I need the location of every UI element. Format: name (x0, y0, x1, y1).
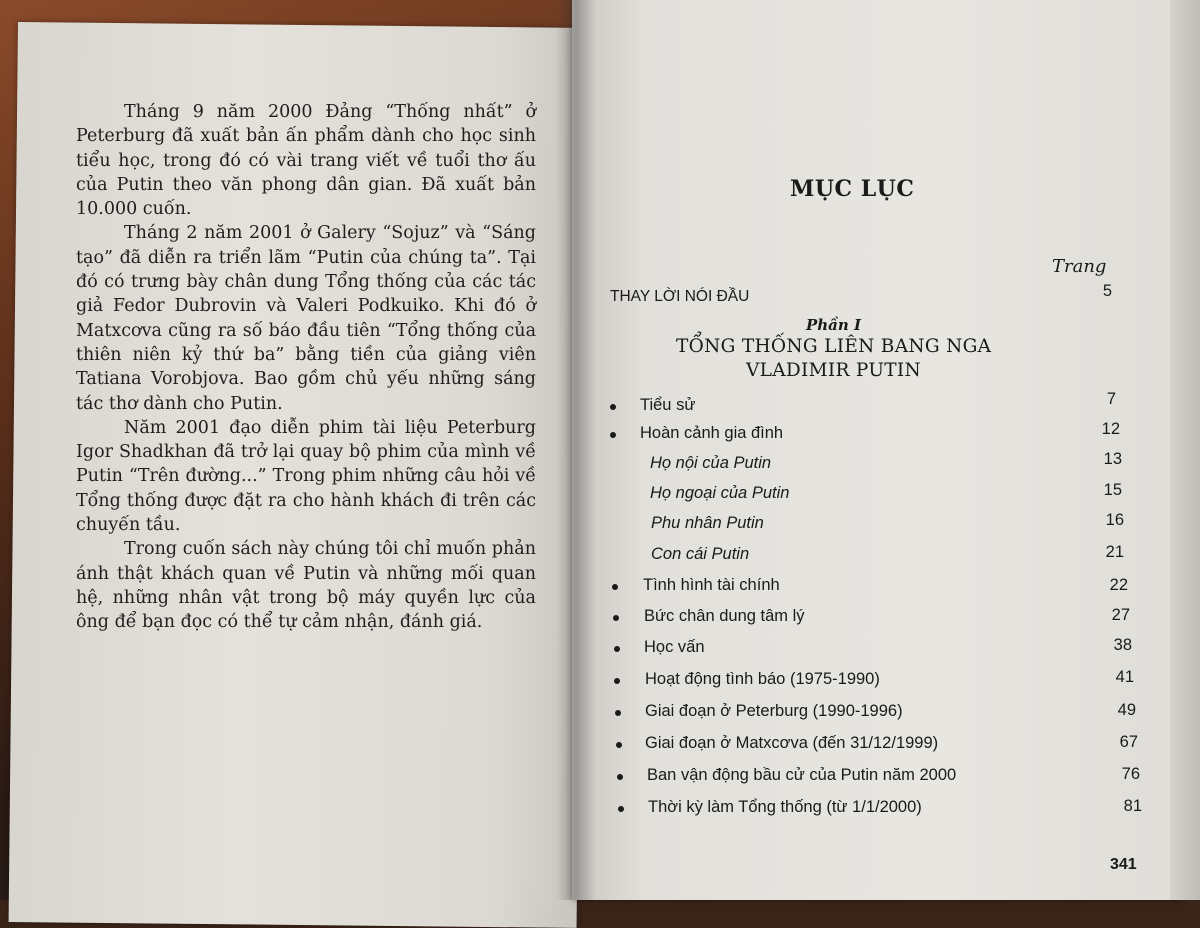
page-stack-edge (1170, 0, 1200, 900)
bullet-icon (614, 678, 620, 684)
toc-entry-label: Hoàn cảnh gia đình (640, 424, 784, 442)
toc-entry-page: 76 (1121, 765, 1140, 783)
preface-label: THAY LỜI NÓI ĐẦU (610, 288, 750, 305)
paragraph: Năm 2001 đạo diễn phim tài liệu Peterburg Igor Shadkhan đã trở lại quay bộ phim của mình về Putin “Trên đường...” Trong phim những câu hỏi về Tổng thống được đặt ra cho hành khách đi trên các chuyến tầu. (76, 417, 536, 536)
toc-entry-label: Tiểu sử (640, 396, 696, 414)
page-number: 341 (1110, 856, 1137, 873)
toc-entry-label: Con cái Putin (651, 545, 750, 563)
toc-entry-page: 15 (1103, 481, 1122, 499)
bullet-icon (615, 710, 621, 716)
toc-entry-page: 22 (1109, 576, 1128, 594)
bullet-icon (610, 404, 616, 410)
toc-title: MỤC LỤC (790, 176, 915, 202)
bullet-icon (613, 615, 619, 621)
bullet-icon (617, 774, 623, 780)
toc-entry-label: Họ nội của Putin (650, 454, 772, 472)
bullet-icon (616, 742, 622, 748)
toc-entry-page: 12 (1101, 420, 1120, 438)
toc-entry-page: 16 (1105, 511, 1124, 529)
part-label: Phần I (806, 316, 862, 334)
book-spine (556, 0, 596, 900)
toc-entry-label: Thời kỳ làm Tổng thống (từ 1/1/2000) (648, 798, 922, 816)
toc-entry-page: 21 (1105, 543, 1124, 561)
toc-entry-page: 49 (1117, 701, 1136, 719)
bullet-icon (612, 584, 618, 590)
toc-entry-label: Họ ngoại của Putin (650, 484, 790, 502)
left-page-text (76, 100, 536, 635)
toc-entry-label: Giai đoạn ở Matxcơva (đến 31/12/1999) (645, 734, 939, 752)
toc-entry-page: 13 (1103, 450, 1122, 468)
preface-page: 5 (1102, 282, 1112, 300)
toc-entry-label: Tình hình tài chính (643, 576, 780, 594)
toc-entry-page: 38 (1113, 636, 1132, 654)
toc-entry-label: Học vấn (644, 638, 705, 656)
toc-entry-label: Ban vận động bầu cử của Putin năm 2000 (647, 766, 957, 784)
toc-entry-page: 67 (1119, 733, 1138, 751)
part-heading-line1: TỔNG THỐNG LIÊN BANG NGA (676, 336, 992, 357)
bullet-icon (610, 432, 616, 438)
toc-entry-label: Bức chân dung tâm lý (644, 607, 805, 625)
bullet-icon (614, 646, 620, 652)
toc-entry-label: Phu nhân Putin (651, 514, 764, 532)
toc-entry-page: 81 (1123, 797, 1142, 815)
part-heading-line2: VLADIMIR PUTIN (746, 360, 921, 381)
bullet-icon (618, 806, 624, 812)
toc-entry-label: Giai đoạn ở Peterburg (1990-1996) (645, 702, 903, 720)
toc-entry-page: 7 (1106, 390, 1116, 408)
toc-entry-label: Hoạt động tình báo (1975-1990) (645, 670, 880, 688)
paragraph: Tháng 9 năm 2000 Đảng “Thống nhất” ở Peterburg đã xuất bản ấn phẩm dành cho học sinh tiểu học, trong đó có vài trang viết về tuổi thơ ấu của Putin theo văn phong dân gian. Đã xuất bản 10.000 cuốn. (76, 102, 536, 220)
paragraph: Tháng 2 năm 2001 ở Galery “Sojuz” và “Sáng tạo” đã diễn ra triển lãm “Putin của chúng ta”. Tại đó có trưng bày chân dung Tổng thống của các tác giả Fedor Dubrovin và Valeri Podkuiko. Khi đó ở Matxcơva cũng ra số báo đầu tiên “Tổng thống của thiên niên kỷ thứ ba” bằng tiền của giảng viên Tatiana Vorobjova. Bao gồm chủ yếu những sáng tác thơ dành cho Putin. (76, 223, 536, 414)
toc-entry-page: 27 (1111, 606, 1130, 624)
page-column-label: Trang (1052, 256, 1107, 277)
paragraph: Trong cuốn sách này chúng tôi chỉ muốn phản ánh thật khách quan về Putin và những mối quan hệ, những nhân vật trong bộ máy quyền lực của ông để bạn đọc có thể tự cảm nhận, đánh giá. (76, 539, 536, 633)
toc-entry-page: 41 (1115, 668, 1134, 686)
